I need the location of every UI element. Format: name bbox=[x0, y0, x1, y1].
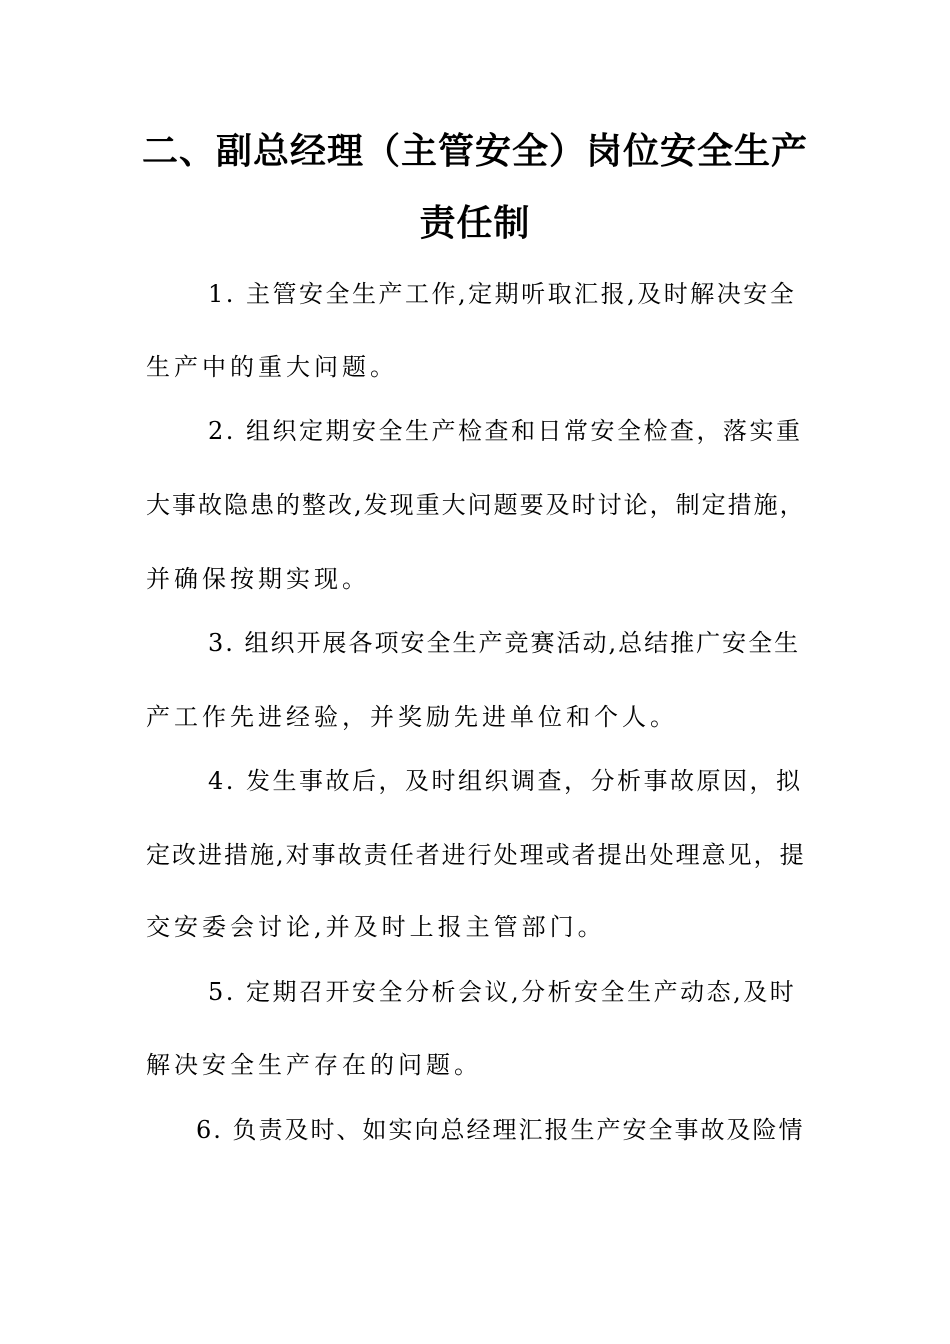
paragraph-6-line-1: 6. 负责及时、如实向总经理汇报生产安全事故及险情 bbox=[196, 1116, 805, 1144]
document-title-continued: 责任制 bbox=[419, 203, 531, 244]
paragraph-1-line-1: 1. 主管安全生产工作,定期听取汇报,及时解决安全 bbox=[208, 280, 797, 308]
paragraph-4-line-3: 交安委会讨论,并及时上报主管部门。 bbox=[146, 913, 606, 941]
paragraph-3-line-1: 3. 组织开展各项安全生产竞赛活动,总结推广安全生 bbox=[208, 629, 801, 657]
document-title: 二、副总经理（主管安全）岗位安全生产 bbox=[141, 131, 808, 172]
paragraph-5-line-2: 解决安全生产存在的问题。 bbox=[146, 1051, 482, 1079]
paragraph-5-line-1: 5. 定期召开安全分析会议,分析安全生产动态,及时 bbox=[208, 978, 797, 1006]
paragraph-4-line-2: 定改进措施,对事故责任者进行处理或者提出处理意见，提 bbox=[146, 841, 806, 869]
paragraph-4-line-1: 4. 发生事故后，及时组织调查，分析事故原因，拟 bbox=[208, 767, 803, 795]
paragraph-2-line-3: 并确保按期实现。 bbox=[146, 565, 370, 593]
paragraph-2-line-1: 2. 组织定期安全生产检查和日常安全检查，落实重 bbox=[208, 417, 803, 445]
paragraph-1-line-2: 生产中的重大问题。 bbox=[146, 353, 398, 381]
paragraph-3-line-2: 产工作先进经验，并奖励先进单位和个人。 bbox=[146, 703, 678, 731]
paragraph-2-line-2: 大事故隐患的整改,发现重大问题要及时讨论，制定措施， bbox=[146, 491, 806, 519]
